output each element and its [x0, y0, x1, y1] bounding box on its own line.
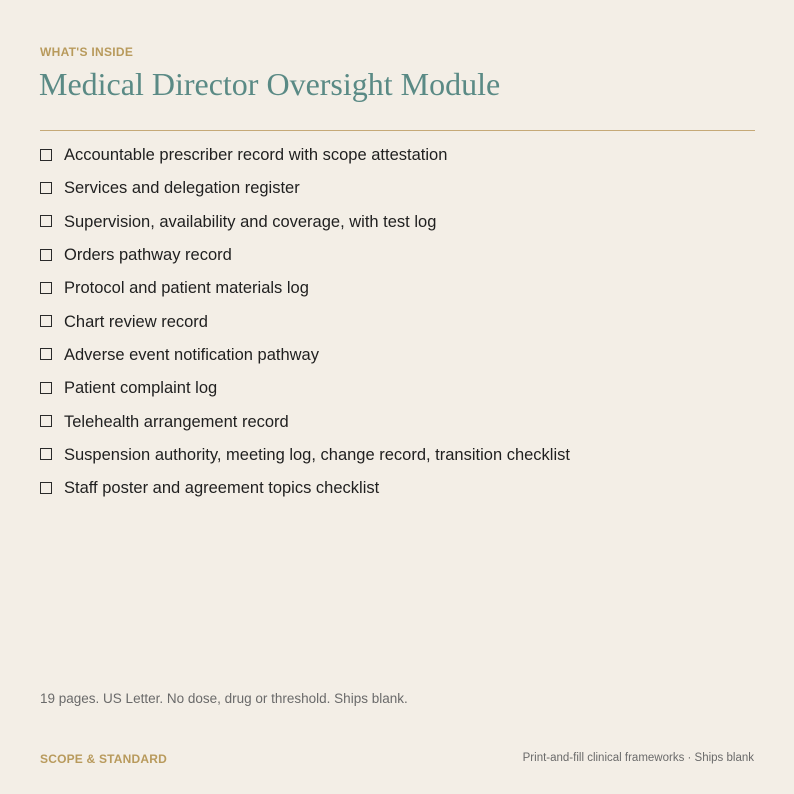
title-divider [40, 130, 755, 131]
checklist-item-label: Telehealth arrangement record [64, 412, 289, 431]
checklist-item [40, 405, 570, 438]
checkbox-icon [40, 382, 52, 394]
checkbox-icon [40, 415, 52, 427]
checkbox-icon [40, 348, 52, 360]
checklist-item-label: Patient complaint log [64, 379, 218, 398]
checkbox-icon [40, 315, 52, 327]
checklist-item-label: Protocol and patient materials log [64, 279, 309, 298]
footer-tagline: Print-and-fill clinical frameworks · Ships blank [522, 752, 754, 764]
checkbox-icon [40, 249, 52, 261]
checkbox-icon [40, 482, 52, 494]
checkbox-icon [40, 182, 52, 194]
checklist-item-label: Staff poster and agreement topics checklist [64, 479, 380, 498]
checklist-item [40, 305, 570, 338]
checklist-item-label: Suspension authority, meeting log, change record, transition checklist [64, 445, 570, 464]
checklist-item [40, 472, 570, 505]
checklist-item [40, 239, 570, 272]
checklist-item-label: Supervision, availability and coverage, with test log [64, 212, 437, 231]
checklist-item [40, 206, 570, 239]
page-title: Medical Director Oversight Module [39, 66, 501, 102]
checklist-item [40, 339, 570, 372]
checklist-item-label: Adverse event notification pathway [64, 345, 319, 364]
checklist-item [40, 272, 570, 305]
checklist-item-label: Orders pathway record [64, 246, 232, 265]
checklist-item [40, 372, 570, 405]
checklist-item-label: Services and delegation register [64, 179, 300, 198]
checklist-item-label: Chart review record [64, 312, 208, 331]
checklist-item [40, 172, 570, 205]
footer-brand: SCOPE & STANDARD [40, 752, 167, 766]
checkbox-icon [40, 215, 52, 227]
contents-checklist [40, 139, 570, 505]
checkbox-icon [40, 149, 52, 161]
checklist-item-label: Accountable prescriber record with scope attestation [64, 146, 448, 165]
checklist-item [40, 439, 570, 472]
checkbox-icon [40, 282, 52, 294]
eyebrow-label: WHAT'S INSIDE [40, 45, 134, 59]
checklist-item [40, 139, 570, 172]
checkbox-icon [40, 448, 52, 460]
spec-note: 19 pages. US Letter. No dose, drug or threshold. Ships blank. [40, 691, 408, 706]
